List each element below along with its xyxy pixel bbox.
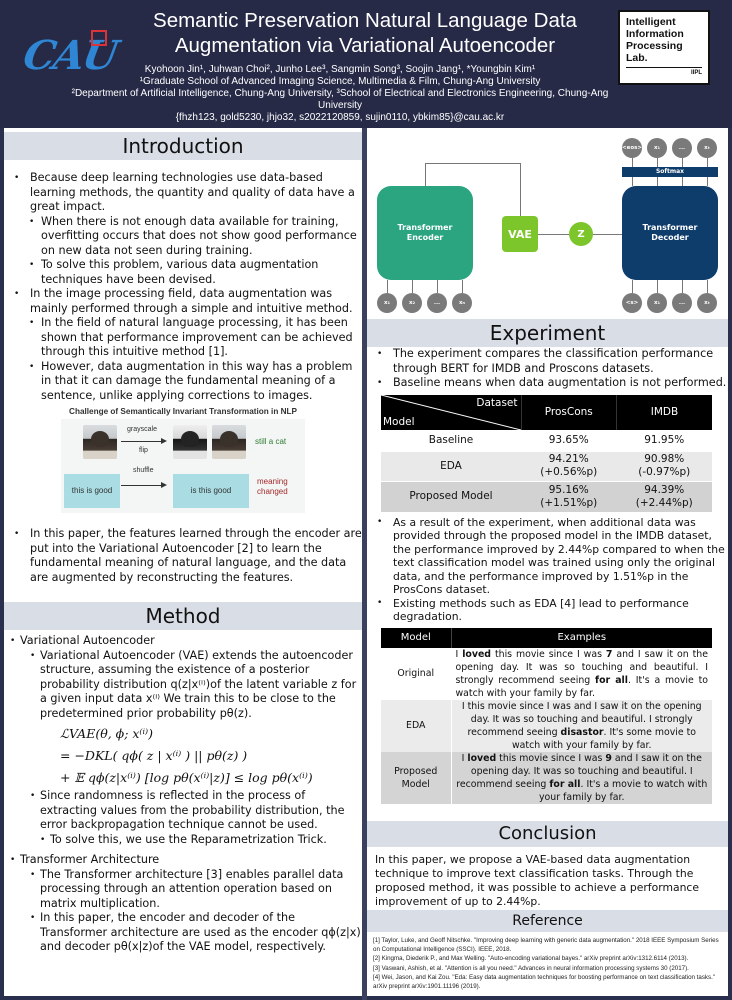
enc-token-4: xₙ — [452, 293, 472, 313]
row-proscons — [521, 452, 617, 482]
reference-item-1: [1] Taylor, Luke, and Geoff Nitschke. "Improving deep learning with generic data augmentation." 2018 IEEE Symposium Series on Computational Intelligence (SSCI). IEEE, 2018. — [373, 937, 719, 954]
dec-input-3: ... — [672, 293, 692, 313]
intro-bullet-1a: • When there is not enough data available for training, overfitting occurs that does not show good performance on new data not seen during training. — [4, 215, 362, 259]
intro-bullet-2a: • In the field of natural language processing, it has been shown that performance improvement can be achieved through this intuitive method [1]. — [4, 316, 362, 360]
formula-line-2: = −DKL( qϕ( z | x⁽ⁱ⁾ ) || pθ(z) ) — [60, 748, 248, 763]
method-bullets-vae-2 — [4, 789, 362, 847]
conclusion-text: In this paper, we propose a VAE-based data augmentation technique to improve text classification tasks. Through the proposed method, it was possible to achieve a performance improvement of up to 2.44%p. — [375, 853, 700, 908]
reference-list — [367, 932, 728, 995]
dec-output-1: <eos> — [622, 138, 642, 158]
connector-line — [520, 163, 521, 216]
poster-title — [130, 8, 600, 58]
lab-logo — [618, 10, 710, 85]
row-proscons — [521, 482, 617, 512]
example-model: Original — [381, 648, 451, 700]
connector-line — [412, 280, 413, 293]
connector-line — [462, 280, 463, 293]
figure-result-bottom-1: meaning — [257, 477, 288, 486]
table-row — [381, 430, 712, 452]
vae-randomness: • Since randomness is reflected in the process of extracting values from the probability distribution, the error backpropagation technique cannot be used. — [4, 789, 362, 833]
table-row — [381, 648, 712, 700]
experiment-eda-bullet: • Existing methods such as EDA [4] lead to performance degradation. — [367, 597, 728, 624]
connector-line — [632, 177, 633, 186]
experiment-result-bullet: • As a result of the experiment, when additional data was provided through the proposed model in the IMDB dataset, the performance improved by 2.44%p compared to when the text classification model was trained using only the original data, and the performance improved by 1.51%p in the ProsCons dataset. — [367, 516, 728, 597]
author-list: Kyohoon Jin¹, Juhwan Choi², Junho Lee³, Sangmin Song³, Soojin Jang¹, *Youngbin Kim¹ — [144, 64, 536, 75]
experiment-heading: Experiment — [367, 319, 728, 347]
examples-table — [381, 628, 712, 804]
affiliation-1: ¹Graduate School of Advanced Imaging Science, Multimedia & Film, Chung-Ang University — [139, 76, 541, 87]
lab-name-1: Intelligent — [626, 16, 676, 28]
example-model — [381, 752, 451, 804]
authors-block — [60, 64, 620, 124]
figure-result-bottom — [257, 477, 288, 497]
conclusion-section — [367, 821, 728, 909]
method-heading: Method — [4, 602, 362, 630]
row-model: EDA — [381, 452, 521, 482]
dec-output-4: xₜ — [697, 138, 717, 158]
results-col-imdb: IMDB — [617, 395, 713, 430]
connector-line — [387, 280, 388, 293]
text-part: . It's a movie to watch with your family by far. — [539, 778, 708, 803]
lab-name-2: Information — [626, 28, 684, 40]
emails: {fhzh123, gold5230, jhjo32, s2022120859, sujin0110, ybkim85}@cau.ac.kr — [175, 112, 505, 123]
vae-loss-formula — [4, 723, 362, 789]
title-line-2: Augmentation via Variational Autoencoder — [174, 34, 556, 57]
delta: (+1.51%p) — [540, 496, 598, 509]
connector-line — [707, 177, 708, 186]
reference-heading: Reference — [367, 910, 728, 932]
encoder-label-1: Transformer — [397, 223, 453, 232]
poster-header — [0, 0, 732, 128]
cau-logo-text: CAU — [19, 32, 120, 79]
table-row — [381, 452, 712, 482]
latent-z-node: Z — [569, 222, 593, 246]
highlight-part: for all — [549, 778, 581, 790]
connector-line — [425, 163, 520, 164]
delta: (-0.97%p) — [638, 466, 691, 479]
connector-line — [657, 280, 658, 293]
examples-col-model: Model — [381, 628, 451, 648]
intro-bullet-2: • In the image processing field, data augmentation was mainly performed through a simple and intuitive method. — [4, 287, 362, 316]
augmentation-figure — [61, 419, 305, 513]
text-part: and I saw it on the opening day. It was so touching and beautiful. I strongly recommend seeing — [455, 648, 708, 686]
row-imdb — [617, 452, 713, 482]
lab-name-4: Lab. — [626, 52, 648, 64]
figure-source-text: this is good — [64, 474, 120, 508]
highlight-part: loved — [462, 648, 492, 660]
value: 94.21% — [548, 453, 589, 466]
value: 95.16% — [548, 483, 589, 496]
right-column — [367, 128, 728, 996]
example-text — [451, 700, 712, 752]
method-bullets-vae — [4, 634, 362, 721]
figure-shuffled-text: is this good — [173, 474, 249, 508]
formula-line-1: ℒVAE(θ, ϕ; x⁽ⁱ⁾) — [60, 726, 153, 741]
row-proscons: 93.65% — [521, 430, 617, 452]
figure-result-bottom-2: changed — [257, 487, 288, 496]
enc-token-2: x₂ — [402, 293, 422, 313]
results-table — [381, 395, 712, 512]
connector-line — [593, 234, 622, 235]
introduction-bullets — [4, 171, 362, 403]
title-line-1: Semantic Preservation Natural Language Data — [153, 9, 577, 32]
connector-line — [632, 158, 633, 167]
conclusion-heading: Conclusion — [367, 821, 728, 847]
experiment-bullets — [367, 347, 728, 391]
example-model: EDA — [381, 700, 451, 752]
row-model: Baseline — [381, 430, 521, 452]
text-part: this movie since I was — [496, 752, 606, 764]
highlight-part: for all — [595, 674, 628, 686]
reference-item-2: [2] Kingma, Diederik P., and Max Welling. "Auto-encoding variational bayes." arXiv preprint arXiv:1312.6114 (2013). — [373, 955, 689, 963]
vae-description: • Variational Autoencoder (VAE) extends the autoencoder structure, assuming the existence of a posterior probability distribution q(z|x⁽ⁱ⁾)of the latent variable z for a given input data x⁽ⁱ⁾ We train this to be close to the predetermined prior probability pθ(z). — [4, 649, 362, 722]
highlight-part: 7 — [605, 648, 613, 660]
corner-model-label: Model — [383, 415, 415, 428]
connector-line — [538, 234, 569, 235]
highlight-part: disastor — [560, 726, 604, 738]
example-text — [451, 648, 712, 700]
connector-line — [682, 280, 683, 293]
affiliation-2: ²Department of Artificial Intelligence, Chung-Ang University, ³School of Electrical and Electronics Engineering, Chung-Ang University — [71, 88, 609, 111]
dec-output-2: x₁ — [647, 138, 667, 158]
connector-line — [425, 163, 426, 186]
results-corner-header — [381, 395, 521, 430]
cat-image-flipped — [212, 425, 246, 459]
transformer-encoder-block — [377, 186, 473, 280]
transformer-p1: • The Transformer architecture [3] enables parallel data processing through an attention operation based on matrix multiplication. — [4, 868, 362, 912]
text-part: . It's a movie to watch with your family by far. — [455, 674, 708, 699]
highlight-part: loved — [467, 752, 497, 764]
text-part: I this movie since I was and I saw it on the opening day. It was so touching and beautiful. I strongly recommend seeing — [461, 700, 702, 738]
connector-line — [657, 177, 658, 186]
row-model: Proposed Model — [381, 482, 521, 512]
decoder-label-1: Transformer — [642, 223, 698, 232]
highlight-part: 9 — [605, 752, 612, 764]
text-part: this movie since I was — [491, 648, 606, 660]
softmax-layer: Softmax — [622, 167, 718, 177]
introduction-heading: Introduction — [4, 132, 362, 160]
enc-token-1: x₁ — [377, 293, 397, 313]
row-imdb — [617, 482, 713, 512]
intro-bullet-2b: • However, data augmentation in this way has a problem in that it can damage the fundamental meaning of a sentence, unlike applying corrections to images. — [4, 360, 362, 404]
connector-line — [657, 158, 658, 167]
connector-line — [707, 158, 708, 167]
label-2: Model — [401, 778, 430, 790]
row-imdb: 91.95% — [617, 430, 713, 452]
text-part: I — [461, 752, 468, 764]
dec-input-4: xₜ — [697, 293, 717, 313]
cat-image-grayscale — [173, 425, 207, 459]
connector-line — [437, 280, 438, 293]
results-col-proscons: ProsCons — [521, 395, 617, 430]
corner-dataset-label: Dataset — [476, 396, 518, 409]
enc-token-3: ... — [427, 293, 447, 313]
arrow-icon — [121, 441, 165, 442]
method-section — [4, 602, 362, 955]
cau-logo-square-icon — [91, 30, 107, 46]
text-part: . It's some movie to watch with your family by far. — [511, 726, 697, 751]
introduction-final-bullets — [4, 527, 362, 585]
encoder-label-2: Encoder — [406, 233, 444, 242]
examples-col-examples: Examples — [451, 628, 712, 648]
label-1: Proposed — [394, 765, 438, 777]
experiment-section — [367, 319, 728, 804]
transformer-p2: • In this paper, the encoder and decoder of the Transformer architecture are used as the encoder qϕ(z|x) and decoder pθ(x|z)of the VAE model, respectively. — [4, 911, 362, 955]
table-row — [381, 752, 712, 804]
method-bullets-transformer — [4, 853, 362, 955]
example-text — [451, 752, 712, 804]
intro-bullet-1: • Because deep learning technologies use data-based learning methods, the quantity and quality of data have a great impact. — [4, 171, 362, 215]
value: 90.98% — [644, 453, 685, 466]
dec-output-3: ... — [672, 138, 692, 158]
text-part: I — [455, 648, 463, 660]
reference-section — [367, 910, 728, 995]
reference-item-4: [4] Wei, Jason, and Kai Zou. "Eda: Easy data augmentation techniques for boosting performance on text classification tasks." arXiv preprint arXiv:1901.11196 (2019). — [373, 973, 716, 991]
lab-logo-rule — [626, 67, 702, 68]
intro-bullet-1b: • To solve this problem, various data augmentation techniques have been devised. — [4, 258, 362, 287]
architecture-diagram — [367, 128, 728, 316]
introduction-section — [4, 132, 362, 585]
figure-op-shuffle: shuffle — [133, 467, 154, 474]
experiment-bullet-1: • The experiment compares the classification performance through BERT for IMDB and Proscons datasets. — [367, 347, 728, 376]
figure-op-flip: flip — [139, 447, 148, 454]
connector-line — [632, 280, 633, 293]
decoder-label-2: Decoder — [651, 233, 689, 242]
intro-bullet-3: • In this paper, the features learned through the encoder are put into the Variational Autoencoder [2] to learn the fundamental meaning of natural language, and the data are augmented by reconstructing the features. — [4, 527, 362, 585]
connector-line — [707, 280, 708, 293]
connector-line — [682, 177, 683, 186]
connector-line — [682, 158, 683, 167]
lab-abbr: IIPL — [690, 70, 702, 76]
experiment-bullet-2: • Baseline means when data augmentation is not performed. — [367, 376, 728, 391]
vae-block: VAE — [502, 216, 538, 252]
text-part: and I saw it on the opening day. It was so touching and beautiful. I recommend seeing — [456, 752, 702, 790]
vae-reparam: • To solve this, we use the Reparametrization Trick. — [4, 833, 362, 848]
figure-result-top: still a cat — [255, 437, 287, 446]
formula-line-3: + 𝔼 qϕ(z|x⁽ⁱ⁾) [log pθ(x⁽ⁱ⁾|z)] ≤ log pθ(x⁽ⁱ⁾) — [60, 770, 313, 785]
value: 94.39% — [644, 483, 685, 496]
reference-item-3: [3] Vaswani, Ashish, et al. "Attention is all you need." Advances in neural information processing systems 30 (2017). — [373, 964, 689, 972]
delta: (+0.56%p) — [540, 466, 598, 479]
table-row — [381, 482, 712, 512]
vae-title: • Variational Autoencoder — [4, 634, 362, 649]
experiment-bullets-2 — [367, 516, 728, 624]
dec-input-2: x₁ — [647, 293, 667, 313]
delta: (+2.44%p) — [635, 496, 693, 509]
dec-input-1: <s> — [622, 293, 642, 313]
cat-image-original — [83, 425, 117, 459]
transformer-title: • Transformer Architecture — [4, 853, 362, 868]
figure-op-grayscale: grayscale — [127, 426, 157, 433]
left-column — [4, 128, 362, 996]
transformer-decoder-block — [622, 186, 718, 280]
table-row — [381, 700, 712, 752]
arrow-icon — [121, 485, 165, 486]
figure-title: Challenge of Semantically Invariant Transformation in NLP — [69, 407, 297, 416]
lab-name-3: Processing — [626, 40, 683, 52]
